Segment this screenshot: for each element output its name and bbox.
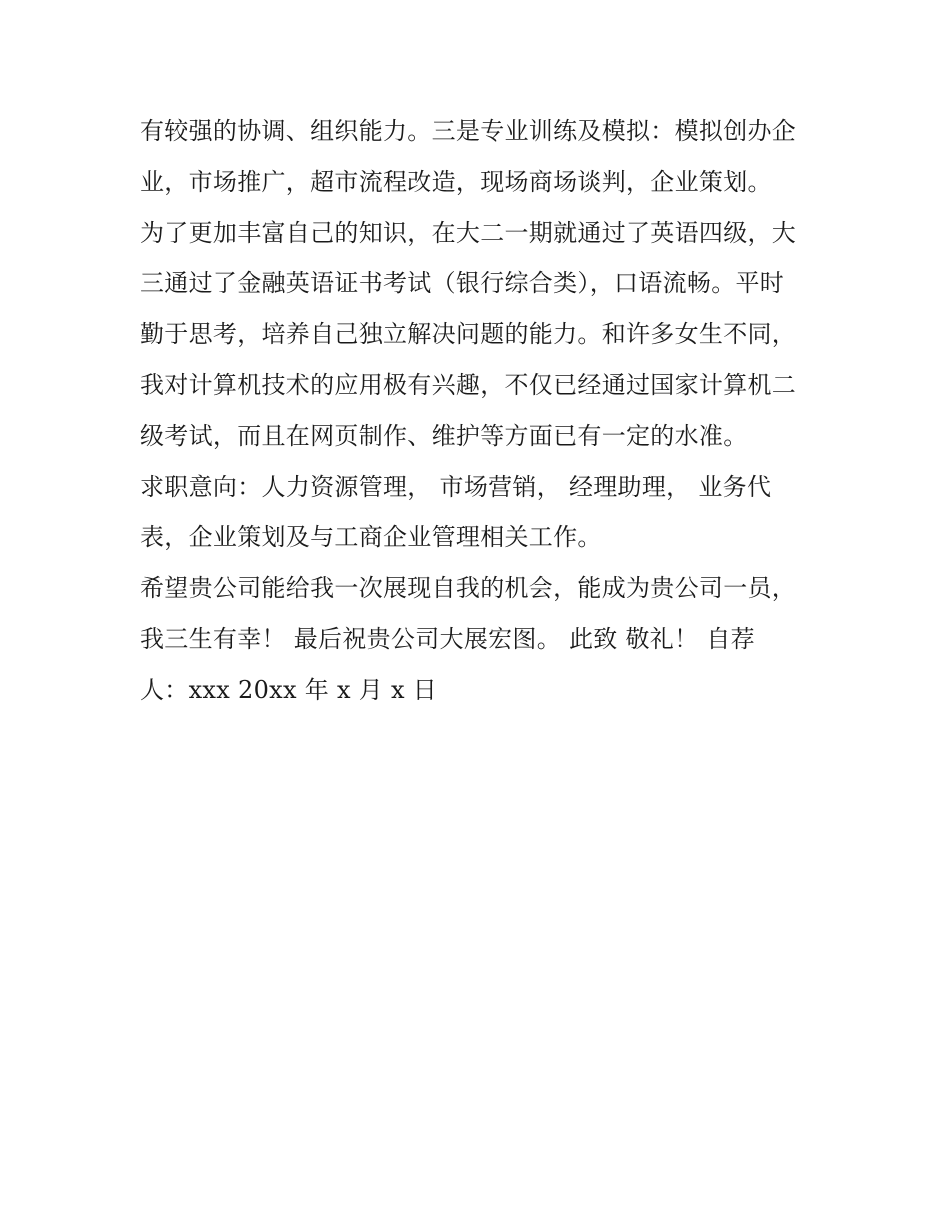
text-line: 三通过了金融英语证书考试（银行综合类），口语流畅。平时: [140, 269, 785, 298]
text-line: 求职意向：人力资源管理， 市场营销， 经理助理， 业务代: [140, 472, 772, 501]
text-line: 表，企业策划及与工商企业管理相关工作。: [140, 523, 602, 552]
text-line: 我三生有幸！ 最后祝贵公司大展宏图。 此致 敬礼！ 自荐: [140, 624, 755, 653]
letter-body: [140, 106, 820, 716]
text-line: 业，市场推广，超市流程改造，现场商场谈判，企业策划。: [140, 167, 772, 196]
text-line: 为了更加丰富自己的知识，在大二一期就通过了英语四级，大: [140, 218, 797, 247]
text-line: 级考试，而且在网页制作、维护等方面已有一定的水准。: [140, 421, 748, 450]
signature-line: 人：xxx 20xx 年 x 月 x 日: [140, 675, 438, 704]
text-line: 勤于思考，培养自己独立解决问题的能力。和许多女生不同，: [140, 320, 797, 349]
text-line: 有较强的协调、组织能力。三是专业训练及模拟：模拟创办企: [140, 117, 797, 145]
text-line: 我对计算机技术的应用极有兴趣，不仅已经通过国家计算机二: [140, 370, 797, 399]
text-line: 希望贵公司能给我一次展现自我的机会，能成为贵公司一员，: [140, 574, 797, 603]
